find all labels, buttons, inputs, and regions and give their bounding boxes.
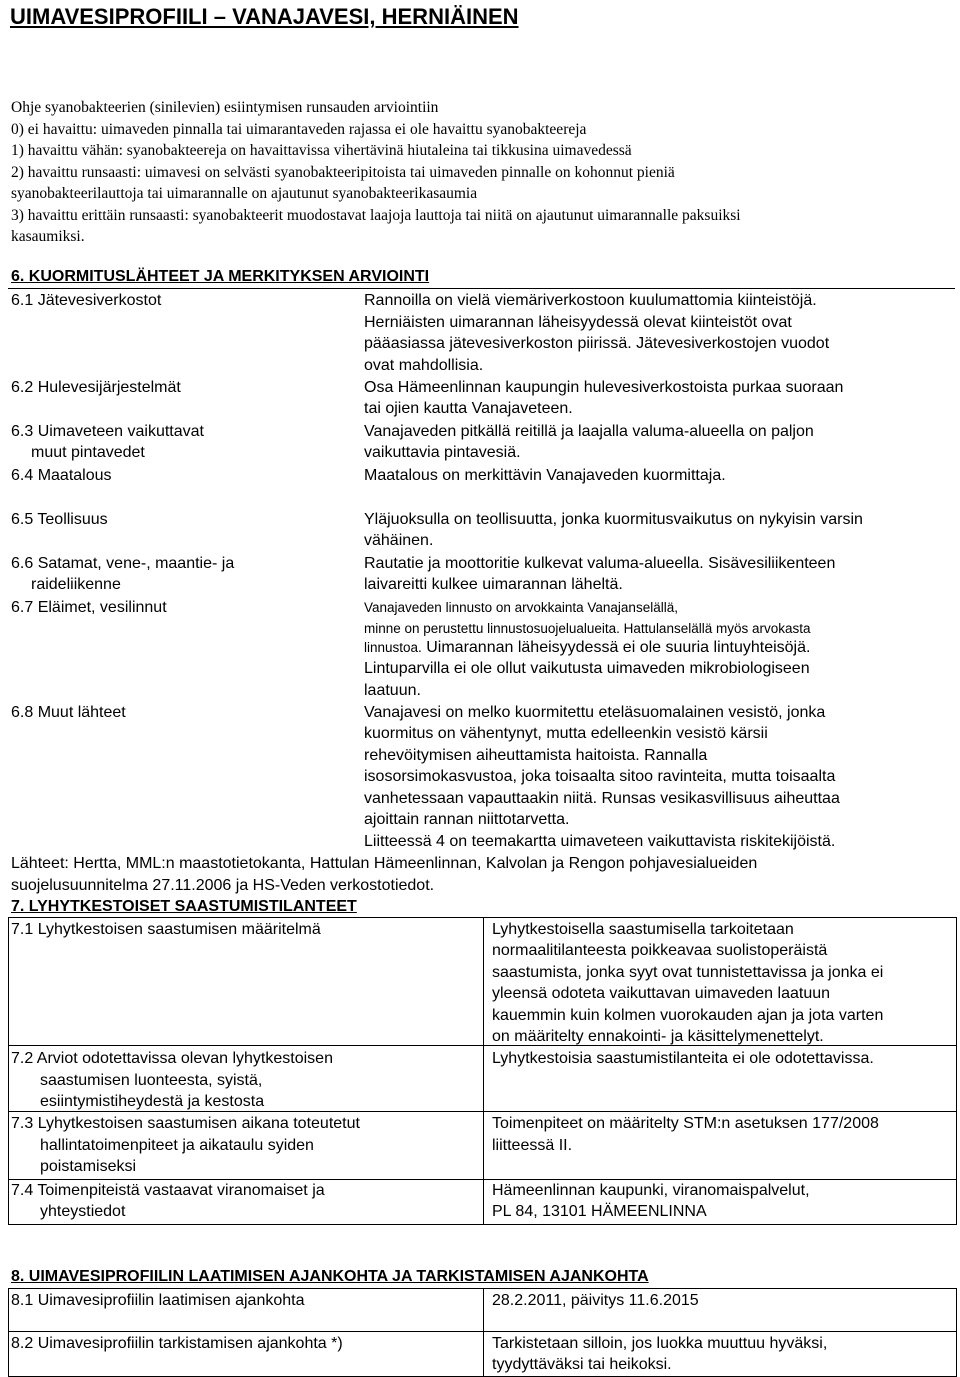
section7-row-label: 7.3 Lyhytkestoisen saastumisen aikana toteutetut	[11, 1115, 360, 1132]
intro-line: 1) havaittu vähän: syanobakteereja on havaittavissa vihertävinä hiutaleina tai tikkusina uimavedessä	[11, 142, 632, 159]
section6-row-text: Liitteessä 4 on teemakartta uimaveteen vaikuttavista riskitekijöistä.	[364, 833, 836, 850]
section6-row-text: Maatalous on merkittävin Vanajaveden kuormittaja.	[364, 467, 726, 484]
section6-row-text: Rannoilla on vielä viemäriverkostoon kuulumattomia kiinteistöjä.	[364, 292, 817, 309]
section6-row-label: raideliikenne	[31, 576, 121, 593]
section7-row-text: Lyhytkestoisella saastumisella tarkoitetaan	[492, 921, 794, 938]
intro-line: 2) havaittu runsaasti: uimavesi on selvästi syanobakteeripitoista tai uimaveden pinnalle on kohonnut pieniä	[11, 163, 675, 181]
table-border	[8, 1224, 957, 1225]
section7-row-text: Lyhytkestoisia saastumistilanteita ei ole odotettavissa.	[492, 1050, 874, 1067]
intro-line: Ohje syanobakteerien (sinilevien) esiintymisen runsauden arviointiin	[11, 99, 439, 116]
section6-row-text: vanhetessaan vapauttaakin niitä. Runsas vesikasvillisuus aiheuttaa	[364, 790, 840, 807]
section6-row-label: 6.1 Jätevesiverkostot	[11, 292, 162, 309]
section6-row-text: vaikuttavia pintavesiä.	[364, 444, 521, 461]
section6-row-label: 6.4 Maatalous	[11, 467, 112, 484]
section7-row-text: yleensä odoteta vaikuttavan uimaveden laatuun	[492, 985, 831, 1002]
section6-row-text: Vanajavesi on melko kuormitettu eteläsuomalainen vesistö, jonka	[364, 704, 826, 721]
section6-row-text: ovat mahdollisia.	[364, 357, 484, 374]
section6-row-label: 6.7 Eläimet, vesilinnut	[11, 599, 167, 616]
section6-row-text: pääasiassa jätevesiverkoston piirissä. Jätevesiverkostojen vuodot	[364, 335, 830, 352]
section7-row-label: 7.1 Lyhytkestoisen saastumisen määritelmä	[11, 921, 321, 938]
section6-row-text-small: linnustoa.	[364, 640, 422, 655]
sources-line: Lähteet: Hertta, MML:n maastotietokanta, Hattulan Hämeenlinnan, Kalvolan ja Rengon pohjavesialueiden	[11, 855, 758, 872]
section6-row-label: 6.6 Satamat, vene-, maantie- ja	[11, 555, 235, 572]
section6-row-label: 6.2 Hulevesijärjestelmät	[11, 379, 181, 396]
section7-row-label: poistamiseksi	[40, 1158, 137, 1175]
section6-row-label: muut pintavedet	[31, 444, 145, 461]
section7-row-label: yhteystiedot	[40, 1203, 126, 1220]
section7-row-label: 7.2 Arviot odotettavissa olevan lyhytkestoisen	[11, 1050, 333, 1067]
section6-row-label: 6.5 Teollisuus	[11, 511, 108, 528]
sources-line: suojelusuunnitelma 27.11.2006 ja HS-Veden verkostotiedot.	[11, 877, 435, 894]
section6-row-text: rehevöitymisen aiheuttamista haitoista. Rannalla	[364, 747, 708, 764]
table-border	[8, 1331, 957, 1332]
section6-row-text	[364, 637, 810, 659]
section6-row-text: Vanajaveden pitkällä reitillä ja laajalla valuma-alueella on paljon	[364, 423, 814, 440]
section7-row-label: 7.4 Toimenpiteistä vastaavat viranomaiset ja	[11, 1182, 325, 1199]
section6-row-text: vähäinen.	[364, 532, 434, 549]
section7-row-text: saastumista, jonka syyt ovat tunnistettavissa ja jonka ei	[492, 964, 884, 981]
intro-line: kasaumiksi.	[11, 228, 85, 245]
divider	[8, 288, 955, 289]
section7-row-text: on määritelty ennakointi- ja käsittelymenettelyt.	[492, 1028, 824, 1045]
intro-line: 3) havaittu erittäin runsaasti: syanobakteerit muodostavat laajoja lauttoja tai niitä on ajautunut uimarannalle paksuiksi	[11, 206, 741, 224]
section8-row-text: 28.2.2011, päivitys 11.6.2015	[492, 1292, 699, 1309]
section7-row-label: saastumisen luonteesta, syistä,	[40, 1072, 263, 1089]
section6-row-text: Yläjuoksulla on teollisuutta, jonka kuormitusvaikutus on nykyisin varsin	[364, 511, 863, 528]
section8-row-label: 8.2 Uimavesiprofiilin tarkistamisen ajankohta *)	[11, 1335, 343, 1352]
section6-row-text: Lintuparvilla ei ole ollut vaikutusta uimaveden mikrobiologiseen	[364, 660, 810, 677]
section8-heading: 8. UIMAVESIPROFIILIN LAATIMISEN AJANKOHTA JA TARKISTAMISEN AJANKOHTA	[11, 1268, 649, 1285]
section6-row-text-tail: Uimarannan läheisyydessä ei ole suuria lintuyhteisöjä.	[421, 639, 811, 656]
section7-row-label: hallintatoimenpiteet ja aikataulu syiden	[40, 1137, 314, 1154]
section7-row-text: Hämeenlinnan kaupunki, viranomaispalvelut,	[492, 1182, 810, 1199]
section6-row-text: laatuun.	[364, 682, 421, 699]
section7-row-label: esiintymistiheydestä ja kestosta	[40, 1093, 265, 1110]
section8-row-text: Tarkistetaan silloin, jos luokka muuttuu hyväksi,	[492, 1335, 828, 1352]
section7-row-text: Toimenpiteet on määritelty STM:n asetuksen 177/2008	[492, 1115, 879, 1132]
page-title: UIMAVESIPROFIILI – VANAJAVESI, HERNIÄINEN	[10, 4, 519, 29]
section7-row-text: normaalitilanteesta poikkeavaa suolistoperäistä	[492, 942, 828, 959]
intro-line: syanobakteerilauttoja tai uimarannalle on ajautunut syanobakteerikasaumia	[11, 185, 478, 202]
section6-row-text: ajoittain rannan niittotarvetta.	[364, 811, 570, 828]
intro-line: 0) ei havaittu: uimaveden pinnalla tai uimarantaveden rajassa ei ole havaittu syanobakteereja	[11, 120, 587, 138]
table-border	[956, 1288, 957, 1376]
section6-row-text: kuormitus on vähentynyt, mutta edelleenkin vesistö kärsii	[364, 725, 768, 742]
section7-row-text: PL 84, 13101 HÄMEENLINNA	[492, 1203, 707, 1220]
section6-row-text: Osa Hämeenlinnan kaupungin hulevesiverkostoista purkaa suoraan	[364, 379, 844, 396]
section6-row-text: tai ojien kautta Vanajaveteen.	[364, 400, 573, 417]
section6-row-text: Herniäisten uimarannan läheisyydessä olevat kiinteistöt ovat	[364, 314, 792, 331]
section6-row-text: Rautatie ja moottoritie kulkevat valuma-alueella. Sisävesiliikenteen	[364, 555, 836, 572]
section6-row-text: laivareitti kulkee uimarannan läheltä.	[364, 576, 623, 593]
section6-row-text: isosorsimokasvustoa, joka toisaalta sitoo ravinteita, mutta toisaalta	[364, 768, 836, 785]
section8-row-label: 8.1 Uimavesiprofiilin laatimisen ajankohta	[11, 1292, 305, 1309]
section6-row-text: Vanajaveden linnusto on arvokkainta Vanajanselällä,	[364, 600, 678, 615]
table-border	[483, 1288, 484, 1376]
section6-row-text: minne on perustettu linnustosuojelualueita. Hattulanselällä myös arvokasta	[364, 621, 811, 636]
section7-row-text: liitteessä II.	[492, 1137, 573, 1154]
section6-row-label: 6.3 Uimaveteen vaikuttavat	[11, 423, 204, 440]
section6-heading: 6. KUORMITUSLÄHTEET JA MERKITYKSEN ARVIOINTI	[11, 268, 430, 285]
section7-row-text: kauemmin kuin kolmen vuorokauden ajan ja jota varten	[492, 1007, 884, 1024]
table-border	[8, 1288, 9, 1376]
section7-heading: 7. LYHYTKESTOISET SAASTUMISTILANTEET	[11, 898, 357, 915]
intro-guidance	[11, 97, 951, 248]
section6-row-label: 6.8 Muut lähteet	[11, 704, 126, 721]
section8-row-text: tyydyttäväksi tai heikoksi.	[492, 1356, 672, 1373]
